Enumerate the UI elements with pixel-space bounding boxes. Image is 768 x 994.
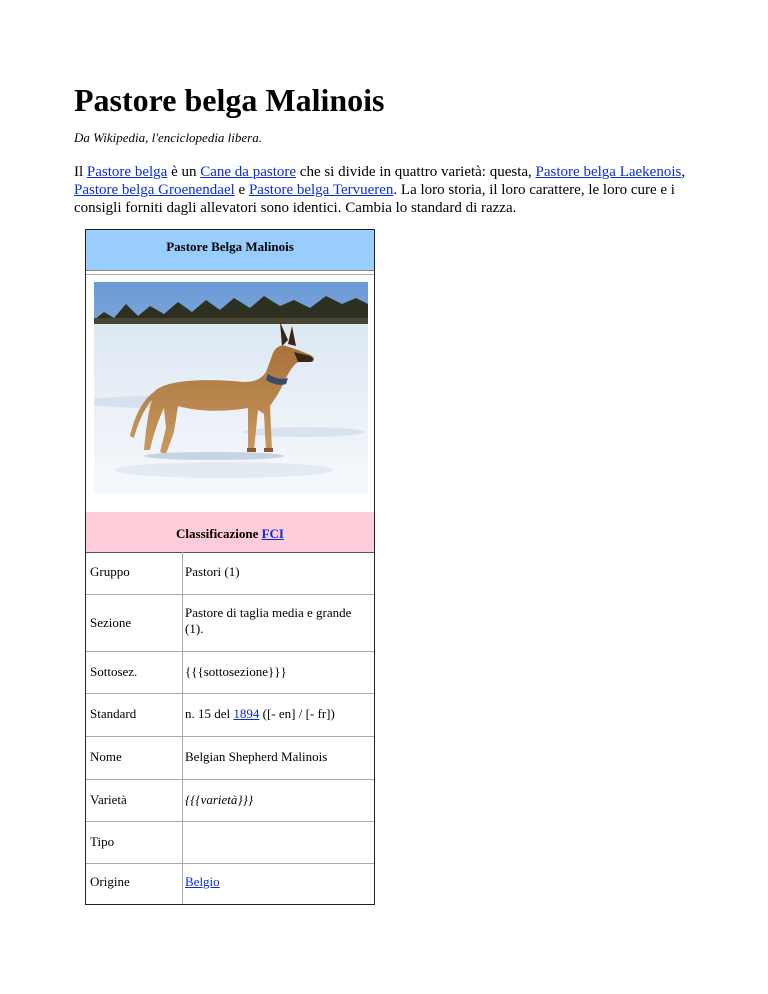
infobox-row-gruppo bbox=[86, 552, 374, 595]
link-fci[interactable]: FCI bbox=[261, 526, 284, 541]
intro-text: e bbox=[234, 182, 249, 198]
infobox-photo-cell bbox=[86, 276, 374, 513]
row-label: Sezione bbox=[90, 615, 132, 630]
row-label: Sottosez. bbox=[90, 664, 138, 679]
row-value: {{{varietà}}} bbox=[185, 792, 254, 807]
infobox-row-sezione bbox=[86, 595, 374, 652]
row-label: Origine bbox=[90, 874, 130, 889]
row-value bbox=[185, 874, 365, 890]
row-value: Pastori (1) bbox=[185, 564, 240, 579]
intro-paragraph bbox=[74, 163, 704, 217]
row-value: {{{sottosezione}}} bbox=[185, 664, 287, 679]
infobox-row-varieta bbox=[86, 780, 374, 822]
row-label: Tipo bbox=[90, 834, 115, 849]
infobox-row-nome bbox=[86, 737, 374, 780]
row-label: Varietà bbox=[90, 792, 127, 807]
infobox-classification bbox=[86, 512, 374, 553]
infobox-title: Pastore Belga Malinois bbox=[86, 230, 374, 271]
intro-text: è un bbox=[167, 164, 201, 180]
row-label: Standard bbox=[90, 706, 137, 721]
link-belgio[interactable]: Belgio bbox=[185, 874, 220, 889]
link-1894[interactable]: 1894 bbox=[233, 706, 260, 721]
link-laekenois[interactable]: Pastore belga Laekenois bbox=[535, 164, 682, 180]
row-label: Nome bbox=[90, 749, 122, 764]
classification-label: Classificazione bbox=[176, 526, 262, 541]
intro-text: , bbox=[681, 164, 686, 180]
infobox-row-tipo bbox=[86, 822, 374, 864]
intro-text: . La loro storia, il loro carattere, le loro cure e i consigli forniti dagli allevatori sono identici. Cambia lo standard di razza. bbox=[74, 182, 675, 216]
intro-text: Il bbox=[74, 164, 87, 180]
link-pastore-belga[interactable]: Pastore belga bbox=[86, 164, 168, 180]
link-tervueren[interactable]: Pastore belga Tervueren bbox=[248, 182, 394, 198]
row-value bbox=[185, 706, 365, 722]
row-label: Gruppo bbox=[90, 564, 130, 579]
page-title: Pastore belga Malinois bbox=[74, 82, 385, 118]
standard-text: n. 15 del bbox=[185, 706, 234, 721]
infobox-row-sottosez bbox=[86, 652, 374, 694]
standard-text: ([- en] / [- fr]) bbox=[259, 706, 335, 721]
dog-photo[interactable] bbox=[94, 282, 368, 494]
dog-photo-image bbox=[94, 282, 368, 494]
infobox-row-origine bbox=[86, 864, 374, 904]
infobox bbox=[85, 229, 375, 905]
intro-text: che si divide in quattro varietà: questa, bbox=[296, 164, 536, 180]
link-cane-da-pastore[interactable]: Cane da pastore bbox=[200, 164, 297, 180]
infobox-row-standard bbox=[86, 694, 374, 737]
link-groenendael[interactable]: Pastore belga Groenendael bbox=[74, 182, 235, 198]
infobox-divider bbox=[86, 271, 374, 275]
tagline: Da Wikipedia, l'enciclopedia libera. bbox=[74, 130, 262, 145]
row-value: Pastore di taglia media e grande (1). bbox=[185, 605, 352, 636]
row-value: Belgian Shepherd Malinois bbox=[185, 749, 328, 764]
